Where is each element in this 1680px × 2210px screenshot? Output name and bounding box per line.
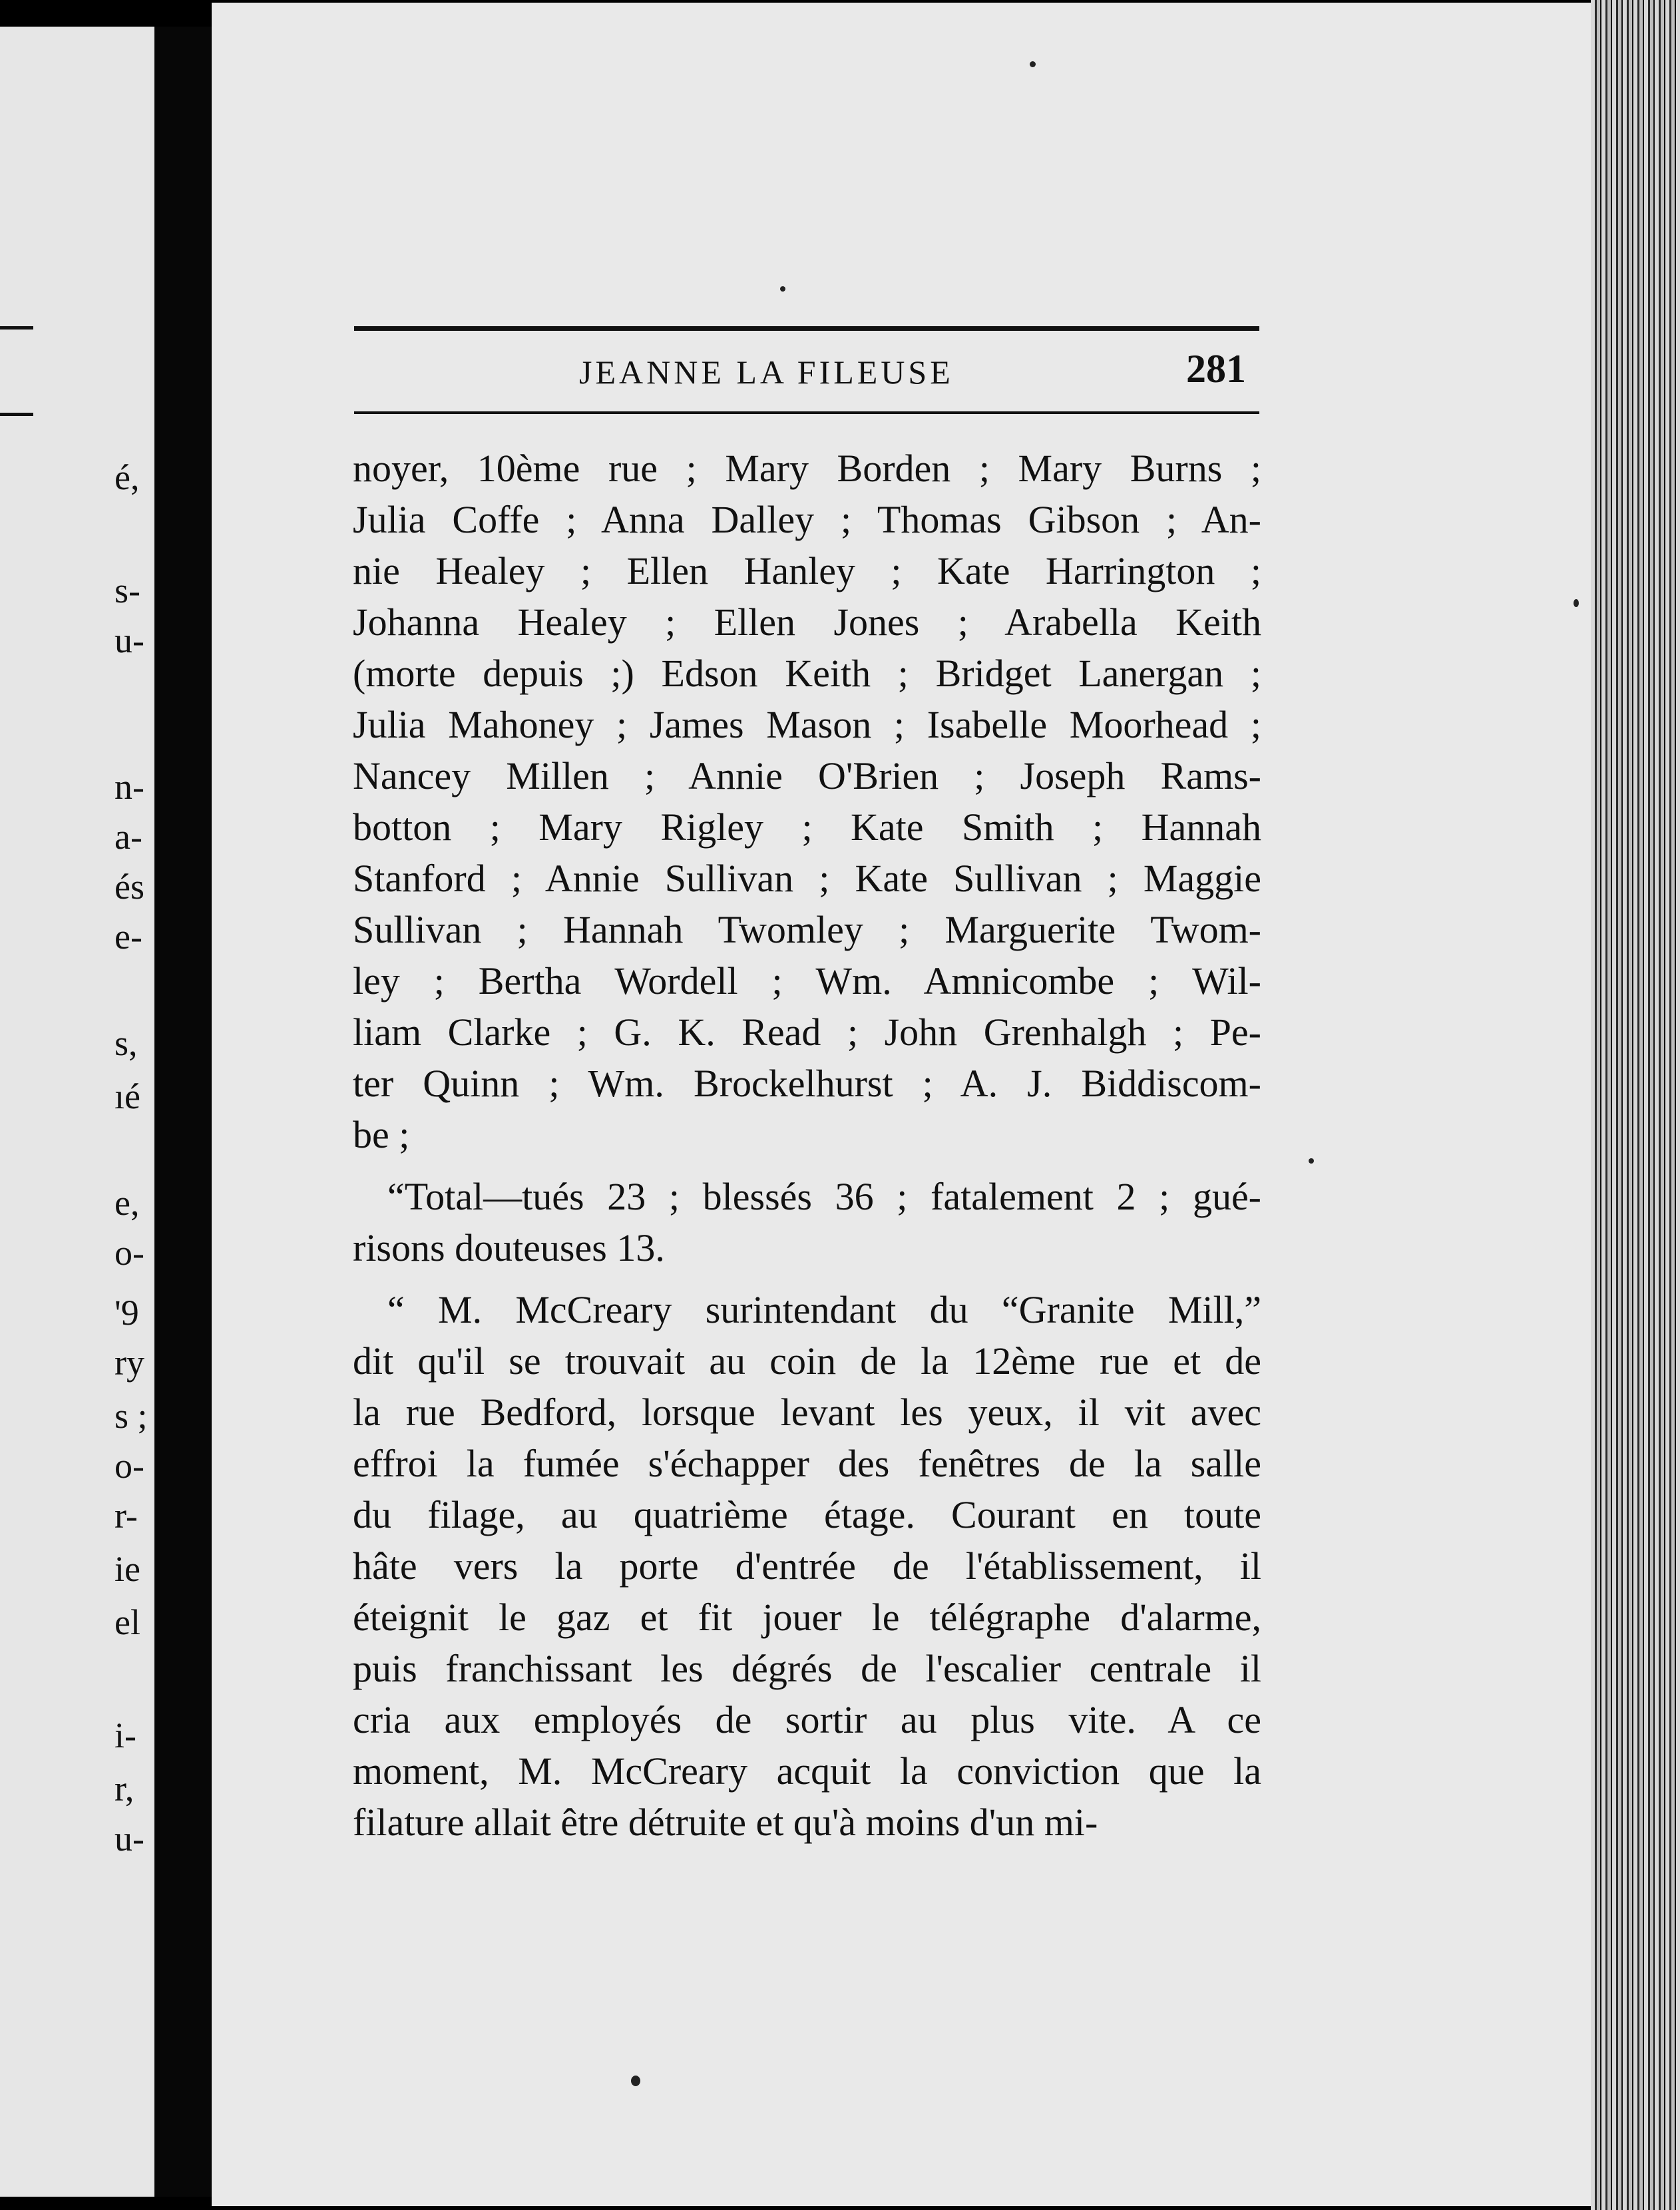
- book-gutter: [154, 27, 212, 2197]
- text-line: liam Clarke ; G. K. Read ; John Grenhalgh ; Pe-: [353, 1010, 1261, 1054]
- text-line: la rue Bedford, lorsque levant les yeux, il vit avec: [353, 1391, 1261, 1434]
- facing-page-fragment: i-: [114, 1715, 136, 1755]
- speck: [1309, 1158, 1314, 1164]
- facing-page-fragment: s-: [114, 570, 140, 610]
- facing-page-fragment: u-: [114, 620, 144, 660]
- text-line: dit qu'il se trouvait au coin de la 12ème rue et de: [353, 1339, 1261, 1383]
- speck: [1030, 61, 1036, 67]
- speck: [780, 286, 785, 292]
- page-number: 281: [1186, 347, 1246, 391]
- facing-page-fragment: é,: [114, 457, 140, 497]
- text-line: be ;: [353, 1113, 410, 1156]
- facing-page-fragment: s ;: [114, 1396, 148, 1436]
- facing-page-fragment: u-: [114, 1819, 144, 1859]
- page-edges: [1591, 0, 1680, 2210]
- text-line: (morte depuis ;) Edson Keith ; Bridget Lanergan ;: [353, 652, 1261, 695]
- text-line: Johanna Healey ; Ellen Jones ; Arabella Keith: [353, 600, 1261, 644]
- facing-page-fragment: el: [114, 1602, 140, 1642]
- facing-page-fragment: o-: [114, 1446, 144, 1486]
- text-line: moment, M. McCreary acquit la conviction que la: [353, 1749, 1261, 1793]
- text-line: Sullivan ; Hannah Twomley ; Marguerite Twom-: [353, 908, 1261, 951]
- text-line: “Total—tués 23 ; blessés 36 ; fatalement 2 ; gué-: [387, 1175, 1261, 1218]
- facing-page-fragment: ıé: [114, 1076, 140, 1116]
- text-line: éteignit le gaz et fit jouer le télégraphe d'alarme,: [353, 1596, 1261, 1639]
- text-line: Stanford ; Annie Sullivan ; Kate Sullivan ; Maggie: [353, 857, 1261, 900]
- running-title: JEANNE LA FILEUSE: [579, 353, 954, 391]
- text-line: hâte vers la porte d'entrée de l'établissement, il: [353, 1544, 1261, 1588]
- facing-page-rule-bottom: [0, 413, 33, 416]
- facing-page-fragment: r,: [114, 1769, 134, 1809]
- facing-page-fragment: '9: [114, 1293, 139, 1333]
- text-line: ter Quinn ; Wm. Brockelhurst ; A. J. Biddiscom-: [353, 1062, 1261, 1105]
- text-line: Julia Coffe ; Anna Dalley ; Thomas Gibson ; An-: [353, 498, 1261, 541]
- text-line: “ M. McCreary surintendant du “Granite Mill,”: [387, 1288, 1261, 1331]
- text-line: cria aux employés de sortir au plus vite. A ce: [353, 1698, 1261, 1741]
- page-body: [353, 443, 1261, 1848]
- facing-page-fragment: r-: [114, 1496, 138, 1536]
- facing-page-fragment: n-: [114, 767, 144, 807]
- speck: [631, 2076, 640, 2086]
- facing-page-edge: [0, 27, 154, 2197]
- text-line: botton ; Mary Rigley ; Kate Smith ; Hannah: [353, 805, 1261, 849]
- text-line: nie Healey ; Ellen Hanley ; Kate Harrington ;: [353, 549, 1261, 592]
- facing-page-fragment: e,: [114, 1183, 140, 1223]
- text-line: ley ; Bertha Wordell ; Wm. Amnicombe ; Wil-: [353, 959, 1261, 1002]
- text-line: du filage, au quatrième étage. Courant en toute: [353, 1493, 1261, 1536]
- text-line: Nancey Millen ; Annie O'Brien ; Joseph Rams-: [353, 754, 1261, 797]
- header-rule-bottom: [354, 411, 1259, 414]
- header-rule-top: [354, 326, 1259, 331]
- speck: [1574, 599, 1579, 607]
- text-line: puis franchissant les dégrés de l'escalier centrale il: [353, 1647, 1261, 1690]
- facing-page-fragment: o-: [114, 1233, 144, 1273]
- text-line: filature allait être détruite et qu'à moins d'un mi-: [353, 1801, 1098, 1844]
- paragraph-totals: [353, 1171, 1261, 1273]
- facing-page-fragment: ie: [114, 1549, 140, 1589]
- facing-page-fragment: és: [114, 867, 144, 907]
- facing-page-fragment: a-: [114, 817, 142, 857]
- text-line: Julia Mahoney ; James Mason ; Isabelle Moorhead ;: [353, 703, 1261, 746]
- facing-page-fragment: ry: [114, 1343, 144, 1383]
- paragraph-name-list: [353, 443, 1261, 1160]
- text-line: risons douteuses 13.: [353, 1226, 665, 1269]
- facing-page-fragment: e-: [114, 917, 142, 957]
- facing-page-rule-top: [0, 326, 33, 330]
- facing-page-fragment: s,: [114, 1023, 138, 1063]
- paragraph-mccreary: [353, 1284, 1261, 1848]
- text-line: noyer, 10ème rue ; Mary Borden ; Mary Burns ;: [353, 447, 1261, 490]
- text-line: effroi la fumée s'échapper des fenêtres de la salle: [353, 1442, 1261, 1485]
